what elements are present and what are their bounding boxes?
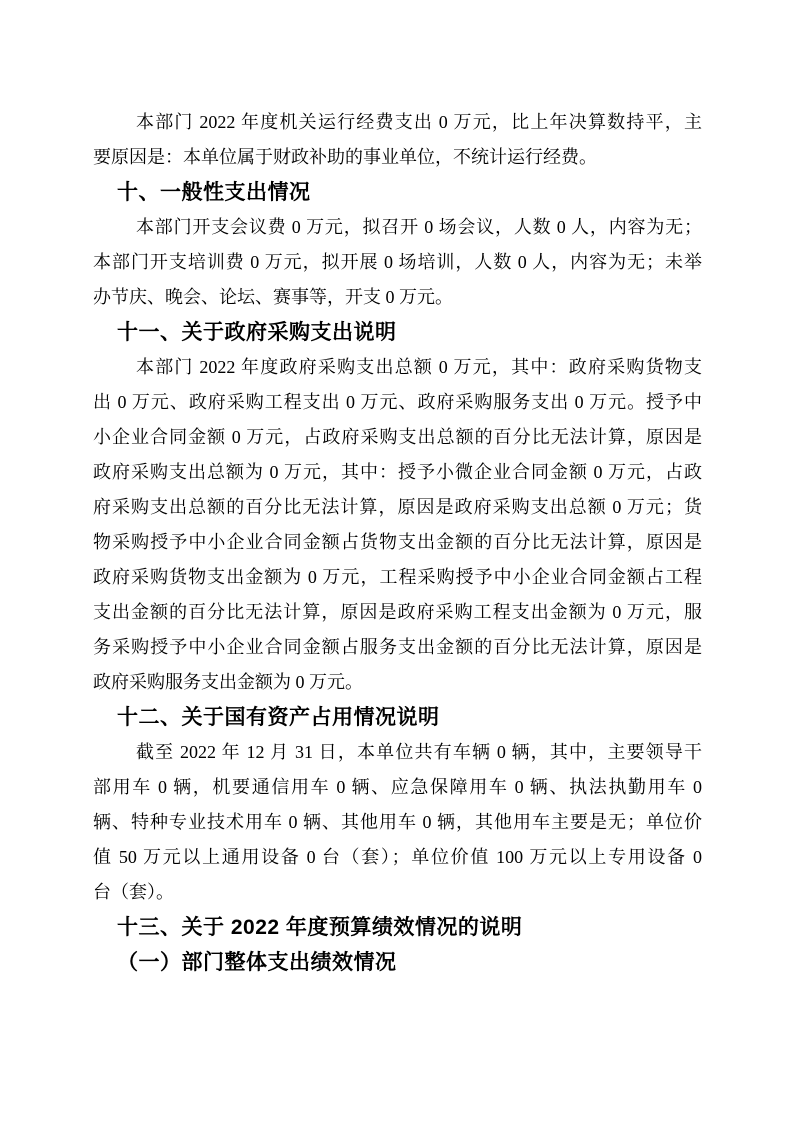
text-line: 本部门开支培训费 0 万元，拟开展 0 场培训，人数 0 人，内容为无；未举 xyxy=(93,252,702,272)
text-line: 政府采购服务支出金额为 0 万元。 xyxy=(93,672,363,692)
text-line: 物采购授予中小企业合同金额占货物支出金额的百分比无法计算，原因是 xyxy=(93,532,702,552)
heading-text: 十二、关于国有资产占用情况说明 xyxy=(117,706,440,729)
text-line: 截至 2022 年 12 月 31 日，本单位共有车辆 0 辆，其中，主要领导干 xyxy=(136,742,702,762)
text-line: 府采购支出总额的百分比无法计算，原因是政府采购支出总额 0 万元；货 xyxy=(93,497,702,517)
subheading-block-9 xyxy=(93,945,702,980)
text-line: 本部门 2022 年度机关运行经费支出 0 万元，比上年决算数持平，主 xyxy=(136,112,702,132)
text-line: 政府采购货物支出金额为 0 万元，工程采购授予中小企业合同金额占工程 xyxy=(93,567,702,587)
text-line: 务采购授予中小企业合同金额占服务支出金额的百分比无法计算，原因是 xyxy=(93,637,702,657)
heading-block-2 xyxy=(93,175,702,210)
paragraph-block-5 xyxy=(93,350,702,700)
text-line: 本部门 2022 年度政府采购支出总额 0 万元，其中：政府采购货物支 xyxy=(136,357,702,377)
text-line: 本部门开支会议费 0 万元，拟召开 0 场会议，人数 0 人，内容为无； xyxy=(136,217,702,237)
heading-text: 十、一般性支出情况 xyxy=(117,181,311,204)
text-line: 出 0 万元、政府采购工程支出 0 万元、政府采购服务支出 0 万元。授予中 xyxy=(93,392,702,412)
heading-block-8 xyxy=(93,910,702,945)
text-line: 值 50 万元以上通用设备 0 台（套）；单位价值 100 万元以上专用设备 0 xyxy=(93,847,702,867)
text-line: 办节庆、晚会、论坛、赛事等，开支 0 万元。 xyxy=(93,287,453,307)
text-line: 小企业合同金额 0 万元，占政府采购支出总额的百分比无法计算，原因是 xyxy=(93,427,702,447)
heading-text: 十三、关于 2022 年度预算绩效情况的说明 xyxy=(117,916,523,939)
heading-block-6 xyxy=(93,700,702,735)
text-line: 台（套）。 xyxy=(93,882,174,902)
document-content xyxy=(93,105,702,980)
heading-block-4 xyxy=(93,315,702,350)
text-line: 要原因是：本单位属于财政补助的事业单位，不统计运行经费。 xyxy=(93,147,597,167)
heading-text: （一）部门整体支出绩效情况 xyxy=(117,951,397,974)
text-line: 辆、特种专业技术用车 0 辆、其他用车 0 辆，其他用车主要是无；单位价 xyxy=(93,812,702,832)
text-line: 支出金额的百分比无法计算，原因是政府采购工程支出金额为 0 万元，服 xyxy=(93,602,702,622)
paragraph-block-7 xyxy=(93,735,702,910)
heading-text: 十一、关于政府采购支出说明 xyxy=(117,321,397,344)
paragraph-block-3 xyxy=(93,210,702,315)
paragraph-block-1 xyxy=(93,105,702,175)
text-line: 政府采购支出总额为 0 万元，其中：授予小微企业合同金额 0 万元，占政 xyxy=(93,462,702,482)
text-line: 部用车 0 辆，机要通信用车 0 辆、应急保障用车 0 辆、执法执勤用车 0 xyxy=(93,777,702,797)
